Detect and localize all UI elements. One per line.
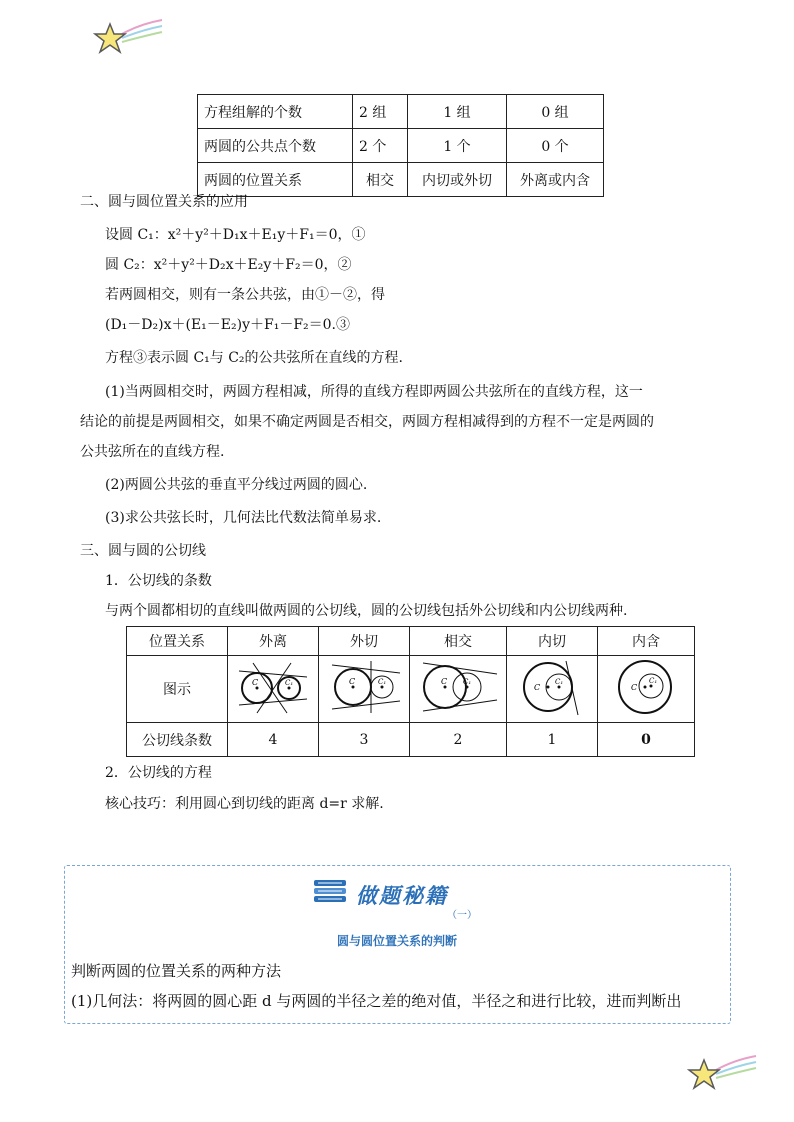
paragraph: 判断两圆的位置关系的两种方法 xyxy=(71,962,282,980)
table-cell: 图示 xyxy=(127,656,228,723)
center-label: C xyxy=(631,683,638,692)
section-heading: 三、圆与圆的公切线 xyxy=(80,543,206,559)
table-cell: 两圆的位置关系 xyxy=(198,163,353,197)
books-icon xyxy=(312,878,348,908)
center-label: C xyxy=(534,683,541,692)
common-tangent-table xyxy=(126,626,695,757)
paragraph: 核心技巧：利用圆心到切线的距离 d=r 求解. xyxy=(105,796,384,812)
table-cell: 位置关系 xyxy=(127,627,228,656)
paragraph: (3)求公共弦长时，几何法比代数法简单易求. xyxy=(105,510,382,526)
figure-separate xyxy=(228,656,319,723)
table-cell: 1 个 xyxy=(408,129,507,163)
table-cell: 3 xyxy=(319,723,410,757)
paragraph: (2)两圆公共弦的垂直平分线过两圆的圆心. xyxy=(105,477,368,493)
shooting-star-icon-top xyxy=(92,16,164,60)
table-cell: 2 个 xyxy=(353,129,408,163)
equation-chord: (D₁－D₂)x＋(E₁－E₂)y＋F₁－F₂＝0.③ xyxy=(105,317,350,333)
contained-circles-figure xyxy=(605,657,687,717)
table-cell: 2 xyxy=(410,723,507,757)
paragraph: (1)当两圆相交时，两圆方程相减，所得的直线方程即两圆公共弦所在的直线方程，这一 xyxy=(105,384,643,400)
table-cell: 外离或内含 xyxy=(507,163,604,197)
separate-circles-figure xyxy=(235,657,311,717)
table-cell: 相交 xyxy=(410,627,507,656)
table-cell: 内含 xyxy=(598,627,695,656)
section-heading: 二、圆与圆位置关系的应用 xyxy=(80,194,248,210)
table-cell: 方程组解的个数 xyxy=(198,95,353,129)
subheading: 1．公切线的条数 xyxy=(105,573,212,589)
center-label: C₁ xyxy=(378,678,387,686)
table-cell: 0 组 xyxy=(507,95,604,129)
center-label: C xyxy=(349,677,356,686)
center-label: C₁ xyxy=(649,677,658,685)
box-subtitle: 圆与圆位置关系的判断 xyxy=(336,934,457,948)
paragraph: 若两圆相交，则有一条公共弦，由①－②，得 xyxy=(105,287,385,303)
table-cell: 两圆的公共点个数 xyxy=(198,129,353,163)
table-cell: 内切或外切 xyxy=(408,163,507,197)
center-label: C xyxy=(252,678,259,687)
center-label: C xyxy=(441,677,448,686)
solution-count-table xyxy=(197,94,604,197)
paragraph: (1)几何法：将两圆的圆心距 d 与两圆的半径之差的绝对值，半径之和进行比较，进而判断出 xyxy=(71,992,682,1010)
table-cell: 内切 xyxy=(507,627,598,656)
paragraph: 方程③表示圆 C₁与 C₂的公共弦所在直线的方程. xyxy=(105,350,403,366)
table-row xyxy=(127,723,695,757)
internal-tangent-circles-figure xyxy=(514,657,590,717)
center-label: C₁ xyxy=(285,679,294,687)
figure-intersecting xyxy=(410,656,507,723)
figure-contained xyxy=(598,656,695,723)
center-label: C₁ xyxy=(555,678,564,686)
paragraph: 与两个圆都相切的直线叫做两圆的公切线，圆的公切线包括外公切线和内公切线两种. xyxy=(105,603,628,619)
figure-internal-tangent xyxy=(507,656,598,723)
table-row xyxy=(198,129,604,163)
external-tangent-circles-figure xyxy=(326,657,402,717)
table-cell: 0 个 xyxy=(507,129,604,163)
intersecting-circles-figure xyxy=(417,657,499,717)
table-cell: 0 xyxy=(598,723,695,757)
paragraph: 公共弦所在的直线方程. xyxy=(80,444,225,460)
table-row xyxy=(198,163,604,197)
box-title: 做题秘籍 xyxy=(356,883,448,908)
figure-external-tangent xyxy=(319,656,410,723)
table-cell: 公切线条数 xyxy=(127,723,228,757)
subheading: 2．公切线的方程 xyxy=(105,765,212,781)
equation-c2: 圆 C₂：x²＋y²＋D₂x＋E₂y＋F₂＝0，② xyxy=(105,257,352,273)
paragraph: 结论的前提是两圆相交，如果不确定两圆是否相交，两圆方程相减得到的方程不一定是两圆的 xyxy=(80,414,654,430)
table-row xyxy=(198,95,604,129)
table-row xyxy=(127,656,695,723)
table-cell: 外切 xyxy=(319,627,410,656)
table-cell: 4 xyxy=(228,723,319,757)
table-cell: 外离 xyxy=(228,627,319,656)
equation-c1: 设圆 C₁：x²＋y²＋D₁x＋E₁y＋F₁＝0，① xyxy=(105,227,366,243)
table-cell: 1 xyxy=(507,723,598,757)
shooting-star-icon-bottom xyxy=(686,1052,758,1096)
table-cell: 2 组 xyxy=(353,95,408,129)
table-cell: 1 组 xyxy=(408,95,507,129)
center-label: C₁ xyxy=(463,678,472,686)
table-row xyxy=(127,627,695,656)
box-number: （一） xyxy=(447,910,477,921)
table-cell: 相交 xyxy=(353,163,408,197)
